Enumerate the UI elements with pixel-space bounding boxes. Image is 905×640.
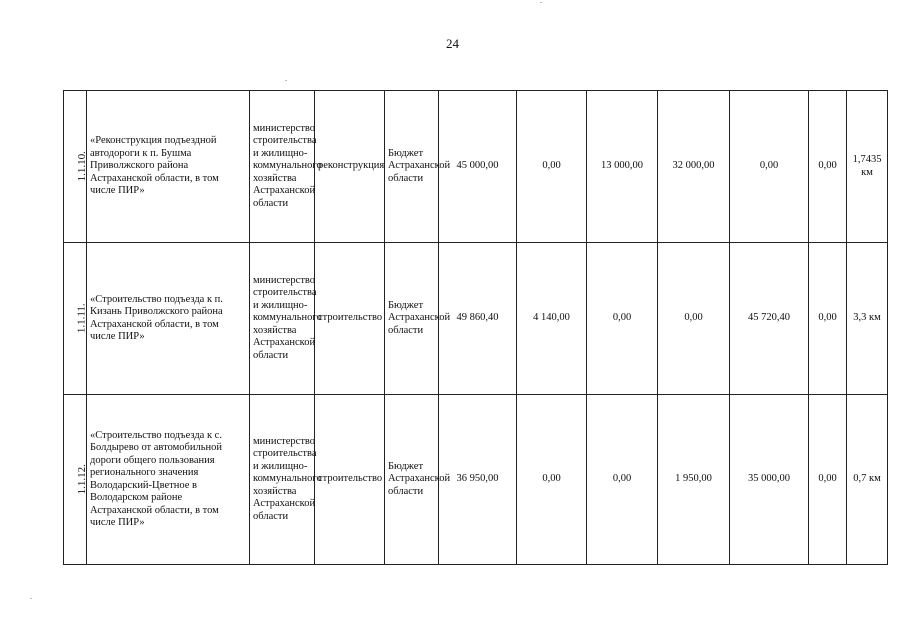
amount-col-2: 0,00 <box>517 395 587 565</box>
scan-speck <box>540 2 542 3</box>
amount-col-6: 0,00 <box>809 395 847 565</box>
project-name: «Реконструкция подъездной автодороги к п. Бушма Приволжского района Астраханской области, в том числе ПИР» <box>87 91 250 243</box>
road-length: 3,3 км <box>847 243 888 395</box>
amount-col-4: 1 950,00 <box>658 395 730 565</box>
row-number: 1.1.10. <box>75 150 88 182</box>
responsible-ministry: министерство строительства и жилищно-коммунального хозяйства Астраханской области <box>250 243 315 395</box>
table-row <box>64 243 888 395</box>
table-row <box>64 91 888 243</box>
amount-col-5: 45 720,40 <box>730 243 809 395</box>
scan-speck <box>30 598 32 599</box>
amount-total: 36 950,00 <box>439 395 517 565</box>
amount-col-6: 0,00 <box>809 91 847 243</box>
row-number: 1.1.12. <box>75 463 88 495</box>
funding-source: Бюджет Астраханской области <box>385 395 439 565</box>
row-number-cell <box>64 395 87 565</box>
row-number-cell <box>64 91 87 243</box>
amount-col-3: 0,00 <box>587 243 658 395</box>
amount-col-3: 0,00 <box>587 395 658 565</box>
responsible-ministry: министерство строительства и жилищно-коммунального хозяйства Астраханской области <box>250 91 315 243</box>
program-table <box>63 90 888 565</box>
amount-col-4: 0,00 <box>658 243 730 395</box>
scan-speck <box>285 80 287 81</box>
work-type: строительство <box>315 243 385 395</box>
amount-col-3: 13 000,00 <box>587 91 658 243</box>
amount-col-6: 0,00 <box>809 243 847 395</box>
amount-col-5: 0,00 <box>730 91 809 243</box>
amount-total: 45 000,00 <box>439 91 517 243</box>
amount-col-2: 0,00 <box>517 91 587 243</box>
road-length: 0,7 км <box>847 395 888 565</box>
amount-col-2: 4 140,00 <box>517 243 587 395</box>
work-type: реконструкция <box>315 91 385 243</box>
table-row <box>64 395 888 565</box>
funding-source: Бюджет Астраханской области <box>385 91 439 243</box>
amount-col-5: 35 000,00 <box>730 395 809 565</box>
funding-source: Бюджет Астраханской области <box>385 243 439 395</box>
road-length: 1,7435 км <box>847 91 888 243</box>
work-type: строительство <box>315 395 385 565</box>
amount-total: 49 860,40 <box>439 243 517 395</box>
responsible-ministry: министерство строительства и жилищно-коммунального хозяйства Астраханской области <box>250 395 315 565</box>
page-number: 24 <box>446 36 459 51</box>
row-number: 1.1.11. <box>75 303 88 333</box>
project-name: «Строительство подъезда к п. Кизань Приволжского района Астраханской области, в том числе ПИР» <box>87 243 250 395</box>
project-name: «Строительство подъезда к с. Болдырево от автомобильной дороги общего пользования регионального значения Володарский-Цветное в Володарском районе Астраханской области, в том числе ПИР» <box>87 395 250 565</box>
amount-col-4: 32 000,00 <box>658 91 730 243</box>
row-number-cell <box>64 243 87 395</box>
